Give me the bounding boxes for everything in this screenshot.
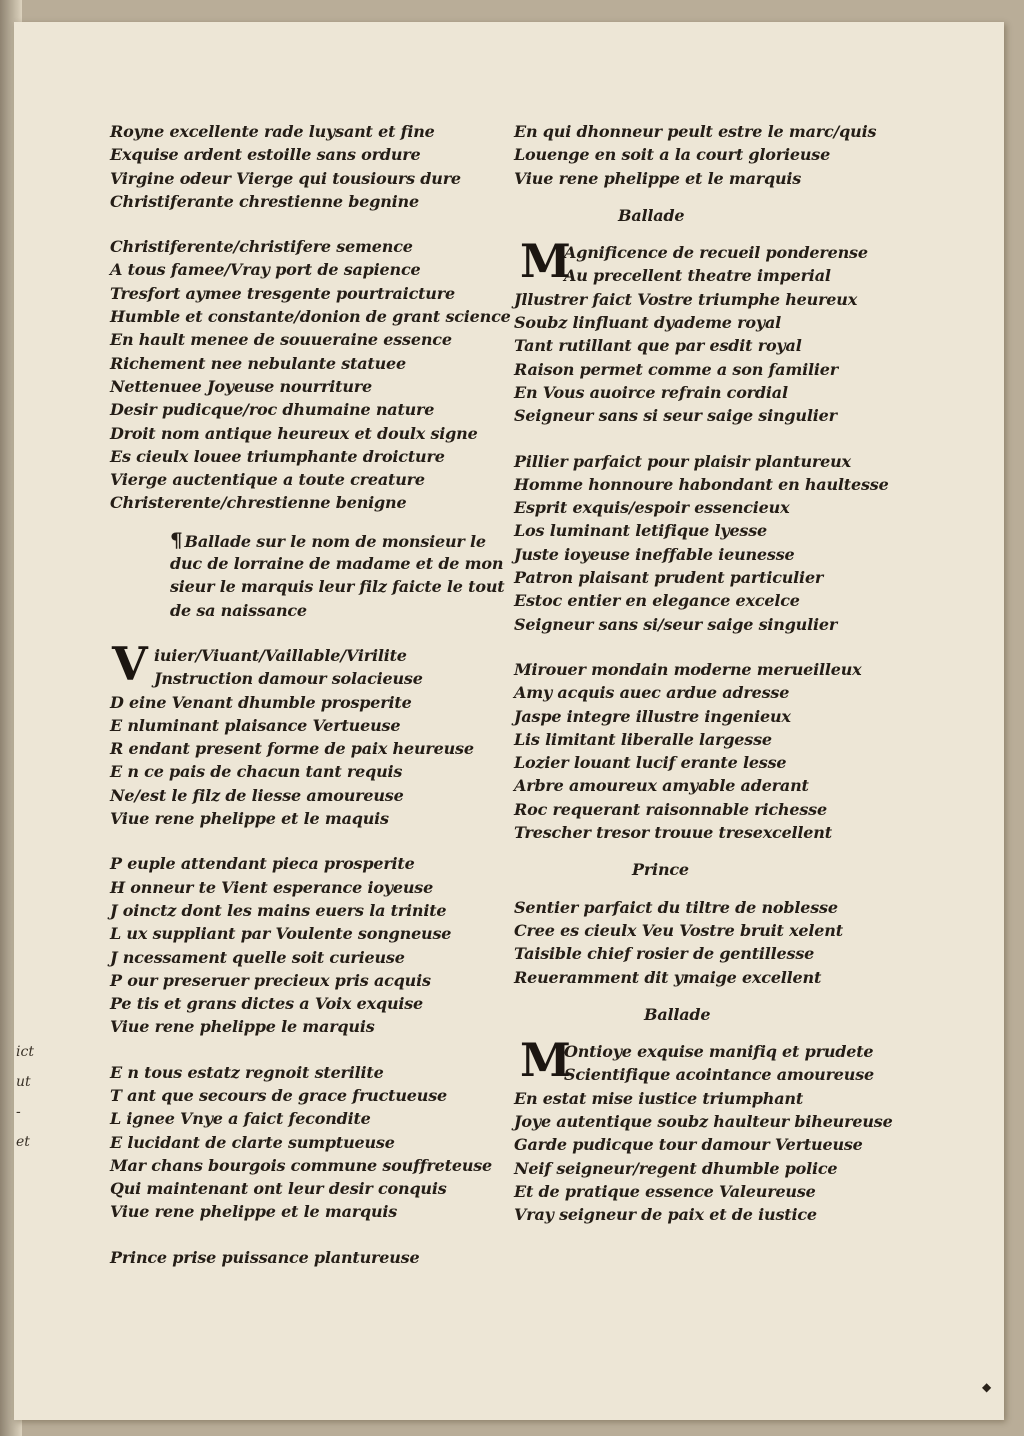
pilcrow-icon: ¶	[170, 527, 183, 552]
margin-note: -	[16, 1104, 21, 1120]
verse-line: Ontioye exquise manifiq et prudete	[564, 1042, 874, 1062]
left-stanza-2	[110, 235, 511, 515]
verse-line: Christerente/chrestienne benigne	[110, 493, 407, 513]
verse-line: Ne/est le filz de liesse amoureuse	[110, 785, 404, 805]
book-page	[14, 22, 1004, 1420]
verse-line: Desir pudicque/roc dhumaine nature	[110, 400, 435, 420]
ballade-title: Ballade	[618, 205, 685, 225]
verse-line: Viue rene phelippe et le marquis	[514, 168, 802, 188]
ballade-heading	[110, 527, 505, 622]
verse-line: Arbre amoureux amyable aderant	[514, 776, 809, 796]
verse-line: Esprit exquis/espoir essencieux	[514, 498, 790, 518]
verse-line: Viue rene phelippe et le marquis	[110, 1202, 398, 1222]
right-stanza-4	[514, 658, 904, 844]
verse-line: Reueramment dit ymaige excellent	[514, 967, 822, 987]
verse-line: Sentier parfaict du tiltre de noblesse	[514, 897, 838, 917]
left-stanza-3	[110, 636, 490, 830]
verse-line: Agnificence de recueil ponderense	[564, 243, 868, 263]
verse-line: Pillier parfaict pour plaisir plantureux	[514, 451, 851, 471]
verse-line: Jnstruction damour solacieuse	[154, 669, 423, 689]
verse-line: T ant que secours de grace fructueuse	[110, 1085, 447, 1105]
printer-mark-icon: ◆	[982, 1380, 992, 1394]
right-stanza-2	[514, 234, 904, 427]
verse-line: Estoc entier en elegance excelce	[514, 591, 800, 611]
verse-line: Taisible chief rosier de gentillesse	[514, 944, 815, 964]
prince-title: Prince	[632, 860, 689, 880]
heading-line: Ballade sur le nom de monsieur le	[184, 531, 486, 551]
verse-line: Cree es cieulx Veu Vostre bruit xelent	[514, 920, 843, 940]
verse-line: Scientifique acointance amoureuse	[564, 1065, 874, 1085]
verse-line: Neif seigneur/regent dhumble police	[514, 1158, 838, 1178]
verse-line: En estat mise iustice triumphant	[514, 1088, 804, 1108]
verse-line: P our preseruer precieux pris acquis	[110, 970, 431, 990]
verse-line: Jllustrer faict Vostre triumphe heureux	[514, 289, 858, 309]
verse-line: Pe tis et grans dictes a Voix exquise	[110, 994, 424, 1014]
left-column	[110, 120, 511, 1269]
verse-line: Es cieulx louee triumphante droicture	[110, 446, 445, 466]
verse-line: L ux suppliant par Voulente songneuse	[110, 924, 452, 944]
margin-note: ict	[16, 1044, 34, 1060]
margin-notes	[16, 1037, 34, 1157]
verse-line: Roc requerant raisonnable richesse	[514, 799, 827, 819]
right-column	[514, 120, 904, 1226]
verse-line: E n ce pais de chacun tant requis	[110, 762, 403, 782]
verse-line: Homme honnoure habondant en haultesse	[514, 474, 889, 494]
margin-note: et	[16, 1134, 30, 1150]
heading-line: duc de lorraine de madame et de mon	[170, 554, 504, 574]
verse-line: J ncessament quelle soit curieuse	[110, 947, 405, 967]
right-stanza-5	[514, 896, 904, 989]
verse-line: Lis limitant liberalle largesse	[514, 729, 772, 749]
verse-line: E lucidant de clarte sumptueuse	[110, 1132, 395, 1152]
verse-line: Christiferente/christifere semence	[110, 237, 413, 257]
right-stanza-3	[514, 450, 904, 636]
ballade-title: Ballade	[644, 1004, 711, 1024]
verse-line: Louenge en soit a la court glorieuse	[514, 145, 831, 165]
heading-line: sieur le marquis leur filz faicte le tout	[170, 577, 505, 597]
right-stanza-1	[514, 120, 904, 190]
verse-line: Vray seigneur de paix et de iustice	[514, 1205, 817, 1225]
verse-line: Juste ioyeuse ineffable ieunesse	[514, 544, 795, 564]
verse-line: A tous famee/Vray port de sapience	[110, 260, 421, 280]
verse-line: Mirouer mondain moderne merueilleux	[514, 659, 862, 679]
verse-line: Christiferante chrestienne begnine	[110, 191, 419, 211]
verse-line: R endant present forme de paix heureuse	[110, 739, 474, 759]
verse-line: Patron plaisant prudent particulier	[514, 568, 824, 588]
verse-line: Humble et constante/donion de grant science	[110, 307, 511, 327]
verse-line: Raison permet comme a son familier	[514, 359, 838, 379]
verse-line: Lozier louant lucif erante lesse	[514, 753, 787, 773]
verse-line: Au precellent theatre imperial	[564, 266, 831, 286]
left-stanza-5	[110, 1061, 493, 1224]
verse-line: Nettenuee Joyeuse nourriture	[110, 376, 372, 396]
verse-line: L ignee Vnye a faict fecondite	[110, 1109, 371, 1129]
verse-line: J oinctz dont les mains euers la trinite	[110, 900, 447, 920]
verse-line: iuier/Viuant/Vaillable/Virilite	[154, 645, 407, 665]
verse-line: P euple attendant pieca prosperite	[110, 854, 415, 874]
verse-line: Qui maintenant ont leur desir conquis	[110, 1179, 447, 1199]
verse-line: Royne excellente rade luysant et fine	[110, 122, 435, 141]
verse-line: Et de pratique essence Valeureuse	[514, 1181, 816, 1201]
heading-line: de sa naissance	[170, 600, 307, 620]
right-stanza-6	[514, 1033, 904, 1226]
verse-line: Tresfort aymee tresgente pourtraicture	[110, 283, 455, 303]
verse-line: Vierge auctentique a toute creature	[110, 470, 425, 490]
verse-line: H onneur te Vient esperance ioyeuse	[110, 877, 434, 897]
decorated-initial: M	[520, 234, 571, 289]
verse-line: E nluminant plaisance Vertueuse	[110, 715, 401, 735]
verse-line: Joye autentique soubz haulteur biheureuse	[514, 1111, 893, 1131]
left-stanza-1	[110, 120, 490, 213]
verse-line: Exquise ardent estoille sans ordure	[110, 145, 421, 165]
verse-line: Trescher tresor trouue tresexcellent	[514, 823, 832, 843]
verse-line: Los luminant letifique lyesse	[514, 521, 768, 541]
verse-line: Richement nee nebulante statuee	[110, 353, 406, 373]
verse-line: En Vous auoirce refrain cordial	[514, 382, 788, 402]
verse-line: E n tous estatz regnoit sterilite	[110, 1062, 384, 1082]
verse-line: Seigneur sans si seur saige singulier	[514, 406, 837, 426]
verse-line: Virgine odeur Vierge qui tousiours dure	[110, 168, 461, 188]
verse-line: Viue rene phelippe le marquis	[110, 1017, 375, 1037]
verse-line: Viue rene phelippe et le maquis	[110, 809, 389, 829]
verse-line: Droit nom antique heureux et doulx signe	[110, 423, 478, 443]
verse-line: En qui dhonneur peult estre le marc/quis	[514, 122, 877, 141]
margin-note: ut	[16, 1074, 31, 1090]
verse-line: Tant rutillant que par esdit royal	[514, 336, 802, 356]
verse-line: Mar chans bourgois commune souffreteuse	[110, 1155, 493, 1175]
decorated-initial: V	[112, 636, 148, 691]
verse-line: En hault menee de souueraine essence	[110, 330, 452, 350]
left-stanza-4	[110, 852, 490, 1038]
verse-line: D eine Venant dhumble prosperite	[110, 692, 412, 712]
verse-line: Jaspe integre illustre ingenieux	[514, 706, 791, 726]
verse-line: Soubz linfluant dyademe royal	[514, 313, 781, 333]
decorated-initial: M	[520, 1033, 571, 1088]
verse-line: Seigneur sans si/seur saige singulier	[514, 614, 838, 634]
verse-line: Garde pudicque tour damour Vertueuse	[514, 1135, 863, 1155]
verse-line: Prince prise puissance plantureuse	[110, 1247, 420, 1267]
verse-line: Amy acquis auec ardue adresse	[514, 683, 790, 703]
